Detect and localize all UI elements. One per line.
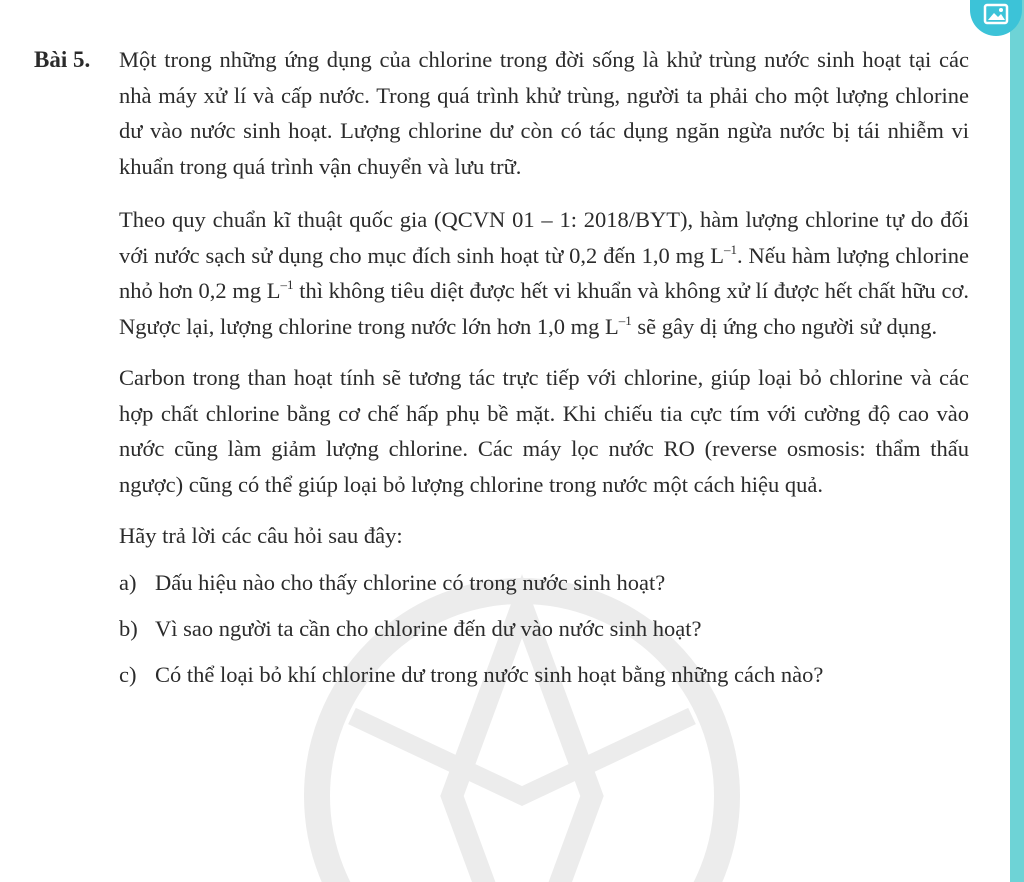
exercise-content [34,42,984,703]
questions-prompt: Hãy trả lời các câu hỏi sau đây: [119,523,403,548]
question-letter: c) [119,662,137,687]
page-side-bar [1010,0,1024,882]
question-letter: b) [119,616,138,641]
exercise-label: Bài 5. [34,47,91,72]
removal-paragraph: Carbon trong than hoạt tính sẽ tương tác trực tiếp với chlorine, giúp loại bỏ chlorine và các hợp chất chlorine bằng cơ chế hấp phụ bề mặt. Khi chiếu tia cực tím với cường độ cao vào nước cũng làm giảm lượng chlorine. Các máy lọc nước RO (reverse osmosis: thẩm thấu ngược) cũng có thể giúp loại bỏ lượng chlorine trong nước một cách hiệu quả. [119,365,969,497]
question-c [119,657,969,692]
exercise-block [34,42,984,703]
exercise-body [119,42,969,703]
intro-paragraph: Một trong những ứng dụng của chlorine trong đời sống là khử trùng nước sinh hoạt tại các nhà máy xử lí và cấp nước. Trong quá trình khử trùng, người ta phải cho một lượng chlorine dư vào nước sinh hoạt. Lượng chlorine dư còn có tác dụng ngăn ngừa nước bị tái nhiễm vi khuẩn trong quá trình vận chuyển và lưu trữ. [119,47,969,179]
question-b [119,611,969,646]
standard-paragraph: Theo quy chuẩn kĩ thuật quốc gia (QCVN 01 – 1: 2018/BYT), hàm lượng chlorine tự do đối với nước sạch sử dụng cho mục đích sinh hoạt từ 0,2 đến 1,0 mg $L^{-1}$. Nếu hàm lượng chlorine nhỏ hơn 0,2 mg $L^{-1}$ thì không tiêu diệt được hết vi khuẩn và không xử lí được hết chất hữu cơ. Ngược lại, lượng chlorine trong nước lớn hơn 1,0 mg $L^{-1}$ sẽ gây dị ứng cho người sử dụng. [119,207,969,339]
question-text: Dấu hiệu nào cho thấy chlorine có trong nước sinh hoạt? [155,570,666,595]
question-text: Vì sao người ta cần cho chlorine đến dư vào nước sinh hoạt? [155,616,702,641]
question-a [119,565,969,600]
question-letter: a) [119,570,137,595]
image-icon [983,3,1009,25]
question-text: Có thể loại bỏ khí chlorine dư trong nước sinh hoạt bằng những cách nào? [155,662,824,687]
